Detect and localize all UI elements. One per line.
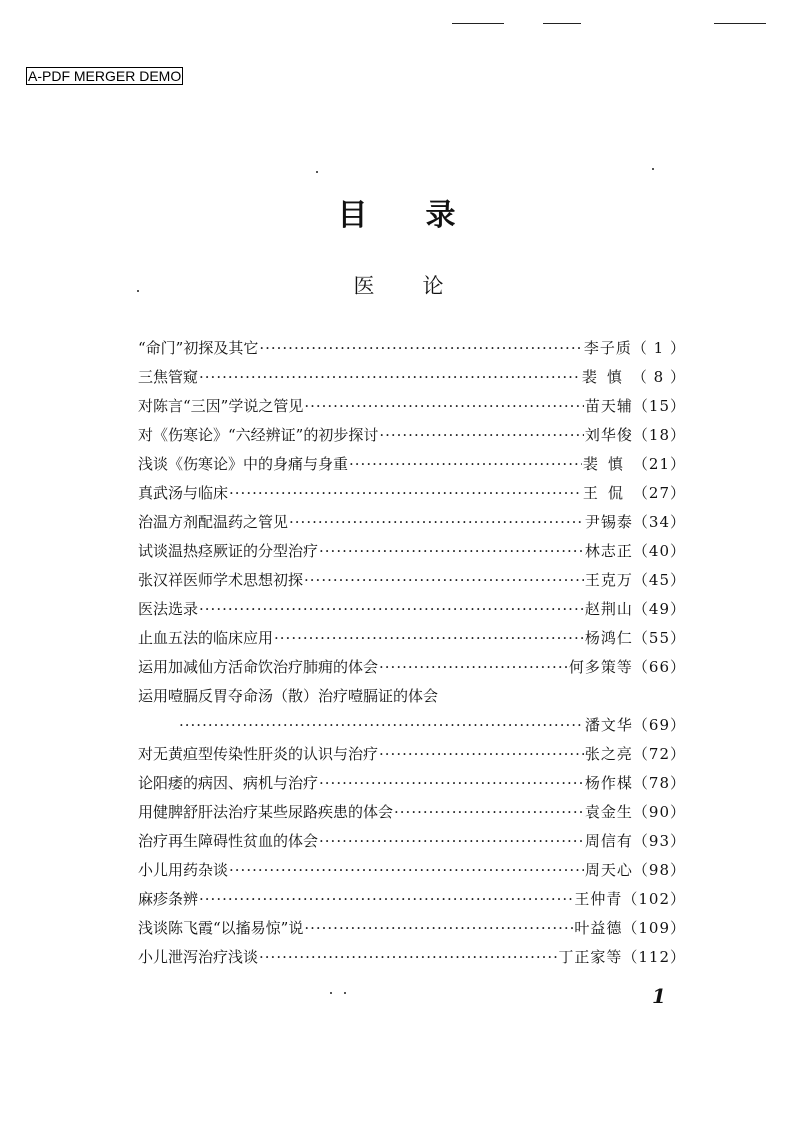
toc-dot-leader bbox=[349, 450, 582, 479]
toc-entry[interactable] bbox=[138, 827, 686, 856]
toc-entry-title: “命门”初探及其它 bbox=[138, 339, 259, 357]
toc-entry-page: （90） bbox=[632, 803, 686, 821]
toc-entry[interactable] bbox=[138, 769, 686, 798]
toc-entry-page: （66） bbox=[632, 658, 686, 676]
toc-dot-leader bbox=[259, 334, 583, 363]
toc-entry-page: （27） bbox=[632, 484, 686, 502]
toc-entry-page: （ 8 ） bbox=[631, 368, 686, 386]
toc-entry-title: 治温方剂配温药之管见 bbox=[138, 513, 289, 531]
page-title: 目录 bbox=[337, 198, 514, 233]
toc-dot-leader bbox=[304, 914, 573, 943]
toc-dot-leader bbox=[199, 595, 584, 624]
toc-dot-leader bbox=[289, 508, 584, 537]
toc-entry-title: 运用加减仙方活命饮治疗肺痈的体会 bbox=[138, 658, 379, 676]
toc-entry-title: 运用噎膈反胃夺命汤（散）治疗噎膈证的体会 bbox=[138, 687, 439, 705]
scan-speck bbox=[316, 171, 318, 173]
toc-entry-title: 对《伤寒论》“六经辨证”的初步探讨 bbox=[138, 426, 379, 444]
toc-entry-author: 林志正 bbox=[584, 542, 633, 560]
toc-entry-title: 小儿用药杂谈 bbox=[138, 861, 229, 879]
toc-entry-author: 王仲青 bbox=[574, 890, 623, 908]
toc-entry-author: 张之亮 bbox=[584, 745, 633, 763]
toc-entry-author: 袁金生 bbox=[584, 803, 633, 821]
toc-dot-leader bbox=[379, 740, 584, 769]
toc-entry-title: 三焦管窥 bbox=[138, 368, 199, 386]
toc-entry[interactable] bbox=[138, 943, 686, 972]
page-number: 1 bbox=[652, 984, 666, 1008]
toc-entry[interactable] bbox=[138, 856, 686, 885]
toc-entry-page: （18） bbox=[632, 426, 686, 444]
table-of-contents bbox=[138, 334, 686, 972]
toc-entry-title: 小儿泄泻治疗浅谈 bbox=[138, 948, 259, 966]
toc-entry[interactable] bbox=[138, 885, 686, 914]
top-rule-1 bbox=[452, 23, 504, 24]
toc-entry-title: 张汉祥医师学术思想初探 bbox=[138, 571, 304, 589]
scan-speck bbox=[330, 992, 332, 994]
toc-dot-leader bbox=[379, 421, 584, 450]
toc-entry-author: 裴慎 bbox=[581, 368, 632, 386]
toc-entry-title: 浅谈陈飞霞“以搐易惊”说 bbox=[138, 919, 304, 937]
toc-entry-author: 叶益德 bbox=[574, 919, 623, 937]
toc-entry-author: 何多策等 bbox=[568, 658, 633, 676]
toc-dot-leader bbox=[394, 798, 584, 827]
watermark-label: A-PDF MERGER DEMO bbox=[28, 68, 182, 84]
toc-entry-multiline[interactable] bbox=[138, 682, 686, 711]
top-rule-2 bbox=[543, 23, 581, 24]
toc-dot-leader bbox=[304, 392, 584, 421]
toc-entry-page: （ 1 ） bbox=[631, 339, 686, 357]
toc-dot-leader bbox=[274, 624, 584, 653]
toc-entry-page: （40） bbox=[632, 542, 686, 560]
toc-entry[interactable] bbox=[138, 450, 686, 479]
section-heading: 医论 bbox=[353, 274, 492, 298]
toc-entry-author: 苗天辅 bbox=[584, 397, 633, 415]
toc-dot-leader bbox=[304, 566, 584, 595]
toc-entry-page: （109） bbox=[622, 919, 686, 937]
toc-entry-page: （102） bbox=[622, 890, 686, 908]
toc-entry-title: 试谈温热痉厥证的分型治疗 bbox=[138, 542, 319, 560]
toc-entry-title: 止血五法的临床应用 bbox=[138, 629, 274, 647]
toc-entry-page: （93） bbox=[632, 832, 686, 850]
toc-entry-author: 赵荆山 bbox=[584, 600, 633, 618]
toc-dot-leader bbox=[199, 363, 581, 392]
toc-entry-title: 对无黄疸型传染性肝炎的认识与治疗 bbox=[138, 745, 379, 763]
toc-dot-leader bbox=[379, 653, 568, 682]
toc-entry-page: （15） bbox=[632, 397, 686, 415]
toc-entry-author: 杨作楳 bbox=[584, 774, 633, 792]
toc-entry[interactable] bbox=[138, 740, 686, 769]
toc-entry[interactable] bbox=[138, 798, 686, 827]
toc-entry[interactable] bbox=[138, 334, 686, 363]
top-rule-3 bbox=[714, 23, 766, 24]
toc-entry-title: 医法选录 bbox=[138, 600, 199, 618]
toc-entry-author: 裴慎 bbox=[582, 455, 633, 473]
toc-entry-title: 论阳痿的病因、病机与治疗 bbox=[138, 774, 319, 792]
toc-entry[interactable] bbox=[138, 595, 686, 624]
toc-entry-page: （21） bbox=[632, 455, 686, 473]
toc-entry-author: 刘华俊 bbox=[584, 426, 633, 444]
scan-speck bbox=[652, 168, 654, 170]
toc-entry-author: 王侃 bbox=[582, 484, 633, 502]
toc-entry[interactable] bbox=[138, 392, 686, 421]
toc-dot-leader bbox=[179, 711, 584, 740]
toc-entry-title: 用健脾舒肝法治疗某些尿路疾患的体会 bbox=[138, 803, 394, 821]
toc-dot-leader bbox=[259, 943, 557, 972]
toc-entry-author: 李子质 bbox=[583, 339, 632, 357]
toc-entry-author: 周天心 bbox=[584, 861, 633, 879]
toc-dot-leader bbox=[319, 537, 584, 566]
toc-entry[interactable] bbox=[138, 566, 686, 595]
toc-dot-leader bbox=[229, 479, 582, 508]
toc-entry[interactable] bbox=[138, 479, 686, 508]
toc-entry[interactable] bbox=[138, 537, 686, 566]
toc-entry-page: （45） bbox=[632, 571, 686, 589]
toc-entry-author: 尹锡泰 bbox=[584, 513, 633, 531]
toc-dot-leader bbox=[229, 856, 584, 885]
toc-entry-continuation[interactable] bbox=[138, 711, 686, 740]
toc-entry[interactable] bbox=[138, 508, 686, 537]
toc-entry-page: （72） bbox=[632, 745, 686, 763]
toc-entry-page: （55） bbox=[632, 629, 686, 647]
toc-entry-page: （34） bbox=[632, 513, 686, 531]
toc-dot-leader bbox=[199, 885, 573, 914]
toc-entry[interactable] bbox=[138, 914, 686, 943]
toc-entry-page: （78） bbox=[632, 774, 686, 792]
toc-entry[interactable] bbox=[138, 421, 686, 450]
toc-entry-author: 王克万 bbox=[584, 571, 633, 589]
toc-entry-author: 丁正家等 bbox=[558, 948, 623, 966]
toc-entry[interactable] bbox=[138, 653, 686, 682]
toc-entry-page: （69） bbox=[632, 716, 686, 734]
toc-entry-page: （112） bbox=[622, 948, 686, 966]
toc-entry-title: 真武汤与临床 bbox=[138, 484, 229, 502]
toc-dot-leader bbox=[319, 769, 584, 798]
toc-entry-title: 浅谈《伤寒论》中的身痛与身重 bbox=[138, 455, 349, 473]
toc-entry-author: 周信有 bbox=[584, 832, 633, 850]
toc-entry-page: （98） bbox=[632, 861, 686, 879]
toc-dot-leader bbox=[319, 827, 584, 856]
toc-entry-title: 麻疹条辨 bbox=[138, 890, 199, 908]
toc-entry[interactable] bbox=[138, 624, 686, 653]
toc-entry-title: 对陈言“三因”学说之管见 bbox=[138, 397, 304, 415]
toc-entry[interactable] bbox=[138, 363, 686, 392]
toc-entry-author: 潘文华 bbox=[584, 716, 633, 734]
toc-entry-author: 杨鸿仁 bbox=[584, 629, 633, 647]
toc-entry-title: 治疗再生障碍性贫血的体会 bbox=[138, 832, 319, 850]
toc-entry-page: （49） bbox=[632, 600, 686, 618]
scan-speck bbox=[344, 992, 346, 994]
